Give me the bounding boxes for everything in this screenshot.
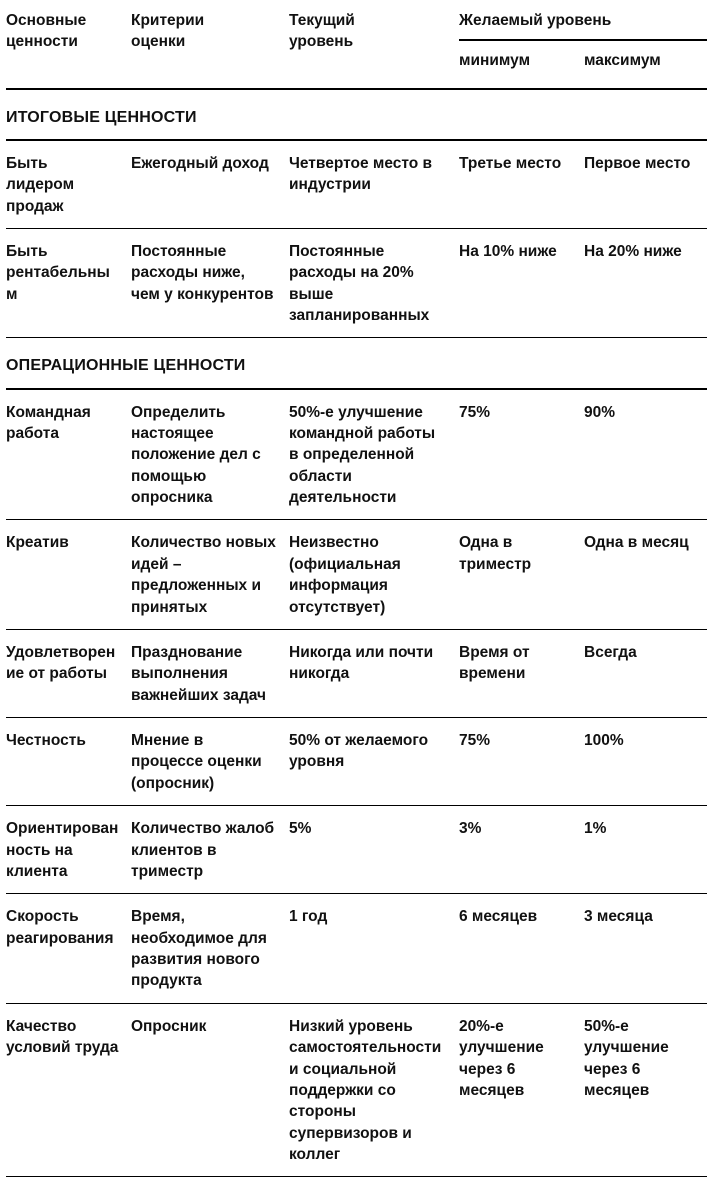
cell-current-level: Неизвестно (официальная информация отсутствует) [289, 534, 401, 616]
cell-criteria: Мнение в процессе оценки (опросник) [131, 732, 262, 792]
cell-criteria: Ежегодный доход [131, 154, 269, 172]
table-row [6, 141, 707, 229]
cell-core-value: Быть рентабельным [6, 242, 110, 303]
cell-current-level: 50% от желаемого уровня [289, 732, 429, 771]
cell-core-value: Скорость реагирования [6, 908, 114, 947]
cell-criteria: Опросник [131, 1017, 207, 1035]
cell-maximum: Одна в месяц [584, 534, 689, 552]
cell-core-value: Честность [6, 732, 86, 750]
table-header [6, 0, 707, 90]
cell-minimum: Третье место [459, 154, 562, 172]
cell-maximum: 90% [584, 403, 616, 421]
cell-minimum: 75% [459, 732, 491, 750]
cell-maximum: Всегда [584, 643, 637, 661]
cell-criteria: Время, необходимое для развития нового продукта [131, 908, 267, 990]
cell-minimum: 75% [459, 403, 491, 421]
table-row [6, 630, 707, 718]
table-row [6, 229, 707, 339]
cell-criteria: Количество новых идей – предложенных и принятых [131, 534, 276, 616]
column-group-desired-level [459, 10, 707, 72]
cell-minimum: 6 месяцев [459, 908, 538, 926]
cell-core-value: Командная работа [6, 403, 91, 442]
cell-criteria: Количество жалоб клиентов в триместр [131, 820, 275, 880]
column-header-core-values: Основные ценности [6, 12, 87, 51]
table-row [6, 718, 707, 806]
cell-current-level: Четвертое место в индустрии [289, 154, 433, 194]
column-header-current-level: Текущий уровень [289, 12, 355, 51]
cell-criteria: Определить настоящее положение дел с помощью опросника [131, 403, 261, 507]
cell-core-value: Креатив [6, 534, 69, 552]
cell-criteria: Постоянные расходы ниже, чем у конкурентов [131, 242, 274, 303]
cell-maximum: 1% [584, 820, 607, 838]
column-header-minimum: минимум [459, 52, 531, 70]
column-header-maximum: максимум [584, 52, 661, 70]
cell-current-level: 50%-е улучшение командной работы в определенной области деятельности [289, 403, 436, 507]
cell-maximum: На 20% ниже [584, 242, 682, 260]
table-row [6, 894, 707, 1004]
cell-current-level: 5% [289, 820, 312, 838]
table-row [6, 806, 707, 894]
cell-minimum: 3% [459, 820, 482, 838]
cell-maximum: 100% [584, 732, 624, 750]
cell-minimum: Время от времени [459, 643, 530, 683]
cell-maximum: Первое место [584, 154, 691, 172]
table-row [6, 520, 707, 630]
cell-current-level: Низкий уровень самостоятельности и социальной поддержки со стороны супервизоров и коллег [289, 1017, 442, 1164]
cell-maximum: 3 месяца [584, 908, 653, 926]
cell-minimum: Одна в триместр [459, 534, 532, 573]
table-body [6, 90, 707, 1177]
column-header-criteria: Критерии оценки [131, 12, 205, 51]
cell-minimum: На 10% ниже [459, 242, 557, 260]
cell-core-value: Ориентированность на клиента [6, 820, 119, 880]
table-row [6, 1004, 707, 1177]
section-title: ОПЕРАЦИОННЫЕ ЦЕННОСТИ [6, 338, 707, 389]
cell-current-level: 1 год [289, 908, 328, 926]
cell-criteria: Празднование выполнения важнейших задач [131, 643, 267, 704]
cell-maximum: 50%-е улучшение через 6 месяцев [584, 1017, 669, 1099]
column-header-desired-level: Желаемый уровень [459, 10, 707, 41]
section-title: ИТОГОВЫЕ ЦЕННОСТИ [6, 90, 707, 141]
desired-level-subheader [459, 41, 707, 71]
cell-minimum: 20%-е улучшение через 6 месяцев [459, 1017, 544, 1099]
cell-current-level: Никогда или почти никогда [289, 643, 434, 683]
table-row [6, 390, 707, 521]
cell-core-value: Удовлетворение от работы [6, 643, 116, 683]
cell-core-value: Быть лидером продаж [6, 154, 75, 215]
cell-core-value: Качество условий труда [6, 1017, 119, 1057]
cell-current-level: Постоянные расходы на 20% выше запланированных [289, 242, 430, 325]
